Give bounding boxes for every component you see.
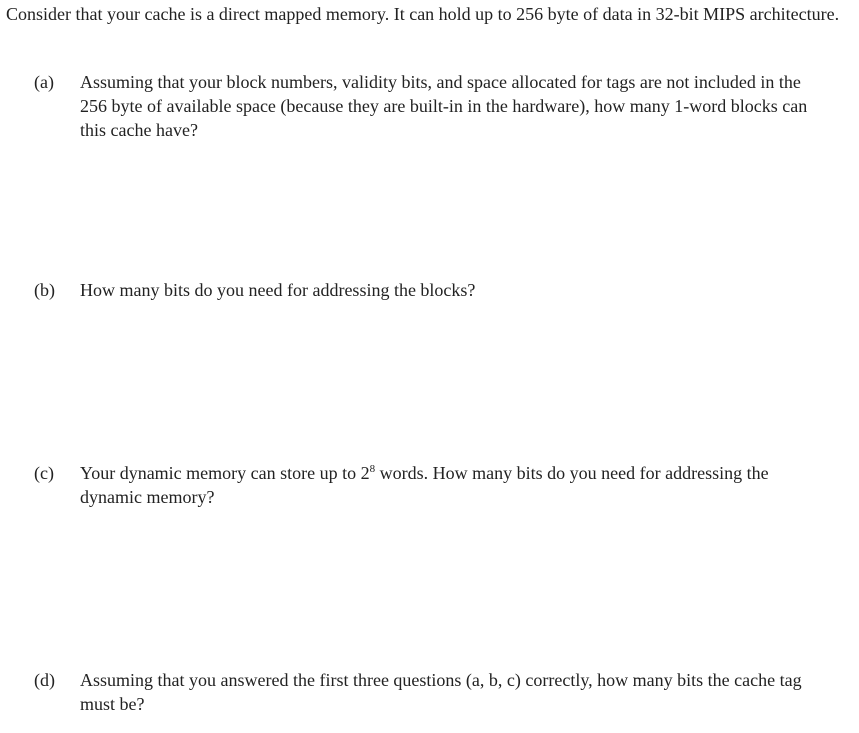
- question-a-label: (a): [34, 72, 54, 92]
- question-d-label: (d): [34, 670, 55, 690]
- question-a-text: Assuming that your block numbers, validity bits, and space allocated for tags are not included in the 256 byte of available space (because they are built-in in the hardware), how many 1-word blocks can this cache have?: [80, 72, 808, 140]
- question-b: [34, 278, 824, 302]
- question-d: [34, 668, 824, 716]
- question-a: [34, 70, 824, 142]
- question-c-label: (c): [34, 463, 54, 483]
- question-c-text-after: words. How many bits do you need for addressing the dynamic memory?: [80, 463, 769, 507]
- question-c-text: [80, 461, 824, 509]
- question-c-text-before: Your dynamic memory can store up to 2: [80, 463, 370, 483]
- question-b-label: (b): [34, 280, 55, 300]
- question-c-exponent: 8: [369, 463, 376, 475]
- question-b-text: How many bits do you need for addressing the blocks?: [80, 280, 476, 300]
- intro-paragraph: Consider that your cache is a direct mapped memory. It can hold up to 256 byte of data in 32-bit MIPS architecture.: [6, 4, 840, 24]
- question-d-text: Assuming that you answered the first three questions (a, b, c) correctly, how many bits the cache tag must be?: [80, 670, 802, 714]
- question-c: [34, 461, 824, 509]
